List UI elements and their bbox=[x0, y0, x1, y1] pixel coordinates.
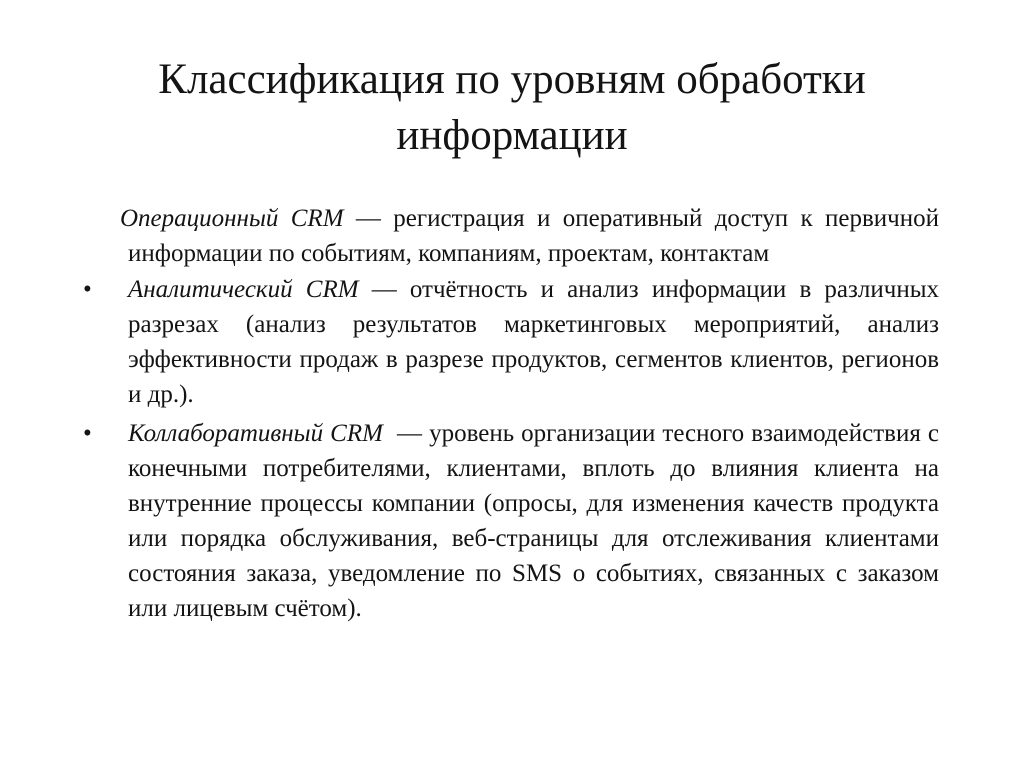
term-collaborative-crm: Коллаборативный CRM bbox=[128, 420, 383, 447]
item-description: — уровень организации тесного взаимодействия с конечными потребителями, клиентами, вплоть до влияния клиента на внутренние процессы компании (опросы, для изменения качеств продукта или порядка обслуживания, веб-страницы для отслеживания клиентами состояния заказа, уведомление по SMS о событиях, связанных с заказом или лицевым счётом). bbox=[128, 420, 946, 622]
term-operational-crm: Операционный CRM bbox=[120, 205, 344, 232]
slide-title: Классификация по уровням обработки информации bbox=[158, 56, 866, 159]
term-analytical-crm: Аналитический CRM bbox=[128, 276, 359, 303]
bullet: • bbox=[83, 420, 92, 447]
item-description: — регистрация и оперативный доступ к первичной информации по событиям, компаниям, проектам, контактам bbox=[128, 205, 939, 267]
bullet: • bbox=[83, 276, 92, 303]
item-description: — отчётность и анализ информации в различных разрезах (анализ результатов маркетинговых мероприятий, анализ эффективности продаж в разрезе продуктов, сегментов клиентов, регионов и др.). bbox=[128, 276, 939, 408]
list-item-analytical-crm bbox=[80, 272, 939, 412]
slide-body bbox=[80, 201, 946, 630]
list-item-operational-crm bbox=[80, 201, 939, 271]
list-item-collaborative-crm bbox=[80, 416, 946, 626]
